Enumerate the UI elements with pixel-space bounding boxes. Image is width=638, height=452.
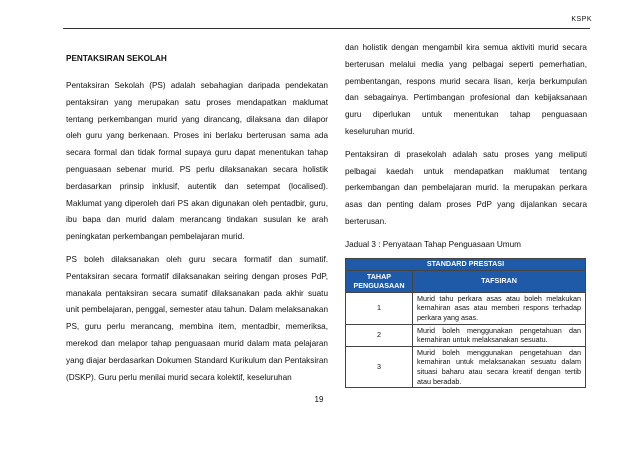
description-cell: Murid boleh menggunakan pengetahuan dan kemahiran untuk melaksanakan sesuatu dalam situasi baharu atau secara kreatif dengan tertib atau beradab. — [413, 346, 586, 387]
description-cell: Murid boleh menggunakan pengetahuan dan kemahiran untuk melaksanakan sesuatu. — [413, 324, 586, 346]
table-title-row — [346, 258, 586, 270]
right-column — [345, 40, 587, 388]
level-cell: 3 — [346, 346, 413, 387]
description-cell: Murid tahu perkara asas atau boleh melakukan kemahiran asas atau memberi respons terhadap perkara yang asas. — [413, 292, 586, 324]
level-cell: 2 — [346, 324, 413, 346]
table-row — [346, 324, 586, 346]
section-heading: PENTAKSIRAN SEKOLAH — [66, 54, 167, 63]
table-row — [346, 346, 586, 387]
performance-standard-table — [345, 258, 586, 389]
paragraph: Pentaksiran di prasekolah adalah satu proses yang meliputi pelbagai kaedah untuk mendapatkan maklumat tentang perkembangan dan pembelajaran murid. Ia merupakan perkara asas dan penting dalam proses PdP yang dijalankan secara berterusan. — [345, 149, 587, 226]
page-number: 19 — [314, 395, 324, 404]
level-cell: 1 — [346, 292, 413, 324]
table-title: STANDARD PRESTASI — [346, 258, 586, 270]
table-caption: Jadual 3 : Penyataan Tahap Penguasaan Umum — [345, 239, 522, 249]
table-header-row — [346, 270, 586, 292]
paragraph: dan holistik dengan mengambil kira semua aktiviti murid secara berterusan melalui media yang pelbagai seperti pemerhatian, pembentangan, respons murid secara lisan, kerja berkumpulan dan sebagainya. Pertimbangan profesional dan kebijaksanaan guru diperlukan untuk menentukan tahap penguasaan keseluruhan murid. — [345, 43, 587, 136]
column-header-level: TAHAP PENGUASAAN — [346, 270, 413, 292]
paragraph: Pentaksiran Sekolah (PS) adalah sebahagian daripada pendekatan pentaksiran yang merupakan satu proses mendapatkan maklumat tentang perkembangan murid yang dirancang, dilaksana dan dilapor oleh guru yang berkenaan. Proses ini berlaku berterusan sama ada secara formal dan tidak formal supaya guru dapat menentukan tahap penguasaan sebenar murid. PS perlu dilaksanakan secara holistik berdasarkan prinsip inklusif, autentik dan setempat (localised). Maklumat yang diperoleh dari PS akan digunakan oleh pentadbir, guru, ibu bapa dan murid dalam merancang tindakan susulan ke arah peningkatan perkembangan pembelajaran murid. — [66, 81, 328, 242]
header-rule — [63, 28, 590, 29]
paragraph: PS boleh dilaksanakan oleh guru secara formatif dan sumatif. Pentaksiran secara formatif dilaksanakan seiring dengan proses PdP, manakala pentaksiran secara sumatif dilaksanakan pada akhir suatu unit pembelajaran, penggal, semester atau tahun. Dalam melaksanakan PS, guru perlu merancang, membina item, mentadbir, memeriksa, merekod dan melapor tahap penguasaan murid dalam mata pelajaran yang diajar berdasarkan Dokumen Standard Kurikulum dan Pentaksiran (DSKP). Guru perlu menilai murid secara kolektif, keseluruhan — [66, 254, 328, 382]
column-header-description: TAFSIRAN — [413, 270, 586, 292]
left-column — [66, 40, 328, 392]
header-label: KSPK — [571, 16, 592, 23]
table-row — [346, 292, 586, 324]
